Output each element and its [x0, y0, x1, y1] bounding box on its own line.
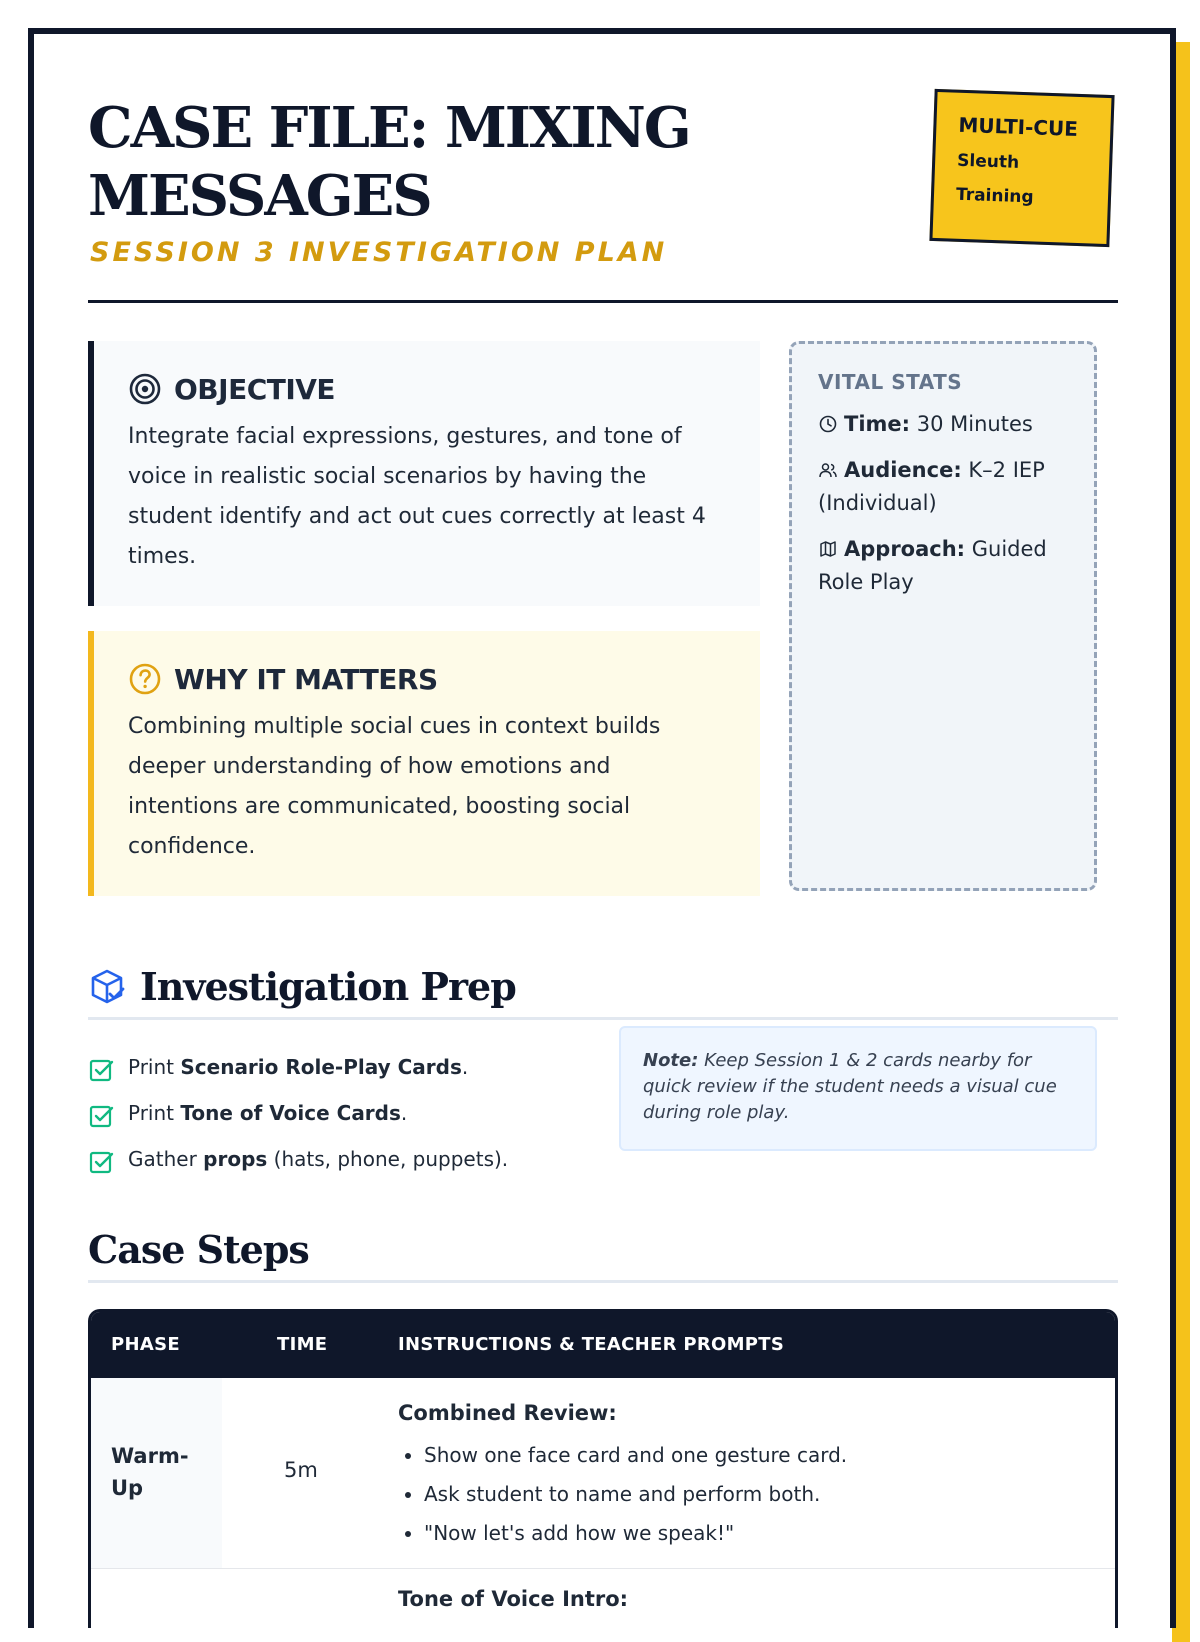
- prep-checklist: [88, 1044, 618, 1182]
- table-row: [91, 1569, 1115, 1628]
- package-check-icon: [88, 968, 126, 1006]
- clock-icon: [818, 414, 838, 434]
- column-header-time: TIME: [277, 1334, 328, 1355]
- column-header-instructions: INSTRUCTIONS & TEACHER PROMPTS: [398, 1334, 785, 1355]
- stat-approach: [818, 533, 1068, 599]
- checklist-text: Gather props (hats, phone, puppets).: [128, 1147, 509, 1171]
- objective-panel: [88, 341, 760, 606]
- checkbox-checked-icon[interactable]: [88, 1057, 114, 1083]
- target-icon: [128, 372, 162, 406]
- why-title: WHY IT MATTERS: [174, 662, 438, 696]
- objective-text: Integrate facial expressions, gestures, and tone of voice in realistic social scenarios by having the student identify and act out cues correctly at least 4 times.: [128, 424, 706, 569]
- vital-stats-box: [789, 341, 1097, 891]
- prep-divider: [88, 1017, 1118, 1020]
- instructions-title: Tone of Voice Intro:: [398, 1587, 629, 1611]
- question-circle-icon: [128, 662, 162, 696]
- stat-audience-label: Audience:: [844, 458, 962, 482]
- phase-label: Warm-Up: [111, 1444, 189, 1500]
- prep-note: [619, 1026, 1097, 1151]
- stat-audience: [818, 454, 1068, 520]
- investigation-prep-heading: [88, 964, 1118, 1009]
- investigation-prep-title: Investigation Prep: [140, 964, 516, 1009]
- checklist-item[interactable]: [88, 1090, 618, 1136]
- checklist-item[interactable]: [88, 1136, 618, 1182]
- checkbox-checked-icon[interactable]: [88, 1149, 114, 1175]
- case-file-sheet: [28, 28, 1176, 1628]
- steps-divider: [88, 1280, 1118, 1283]
- instructions-list: [398, 1436, 1098, 1553]
- table-row: [91, 1378, 1115, 1569]
- list-item: • Show one face card and one gesture card.: [424, 1436, 1098, 1475]
- multi-cue-stamp: [929, 89, 1114, 247]
- case-steps-heading: [88, 1227, 1118, 1272]
- page-subtitle: SESSION 3 INVESTIGATION PLAN: [90, 237, 668, 268]
- header-divider: [88, 300, 1118, 303]
- list-item: • "Now let's add how we speak!": [424, 1514, 1098, 1553]
- stat-time: [818, 408, 1068, 441]
- note-text: Keep Session 1 & 2 cards nearby for quick review if the student needs a visual cue during role play.: [643, 1050, 1057, 1123]
- stat-time-label: Time:: [844, 412, 911, 436]
- checkbox-checked-icon[interactable]: [88, 1103, 114, 1129]
- phase-cell: [91, 1378, 222, 1568]
- case-steps-table: [88, 1309, 1118, 1628]
- column-header-phase: PHASE: [111, 1334, 180, 1355]
- stamp-line-2: Sleuth: [956, 150, 1020, 173]
- vital-stats-title: VITAL STATS: [818, 370, 963, 394]
- checklist-item[interactable]: [88, 1044, 618, 1090]
- objective-title: OBJECTIVE: [174, 372, 336, 406]
- stat-time-value: 30 Minutes: [916, 412, 1033, 436]
- map-icon: [818, 539, 838, 559]
- instructions-cell: [398, 1398, 1098, 1553]
- stat-audience-value: K–2 IEP (Individual): [818, 458, 1045, 515]
- users-icon: [818, 460, 838, 480]
- stamp-line-1: MULTI-CUE: [958, 112, 1079, 141]
- checklist-text: Print Tone of Voice Cards.: [128, 1101, 408, 1125]
- stamp-line-3: Training: [955, 184, 1034, 208]
- why-it-matters-panel: [88, 631, 760, 896]
- note-label: Note:: [643, 1050, 699, 1071]
- instructions-title: Combined Review:: [398, 1401, 617, 1425]
- stat-approach-label: Approach:: [844, 537, 966, 561]
- checklist-text: Print Scenario Role-Play Cards.: [128, 1055, 469, 1079]
- stat-approach-value: Guided Role Play: [818, 537, 1047, 594]
- why-text: Combining multiple social cues in context builds deeper understanding of how emotions and intentions are communicated, boosting social confidence.: [128, 714, 661, 859]
- case-steps-title: Case Steps: [88, 1227, 309, 1272]
- time-value: 5m: [284, 1458, 318, 1482]
- table-header: [91, 1312, 1115, 1378]
- page-title: CASE FILE: MIXING MESSAGES: [88, 95, 690, 229]
- list-item: • Ask student to name and perform both.: [424, 1475, 1098, 1514]
